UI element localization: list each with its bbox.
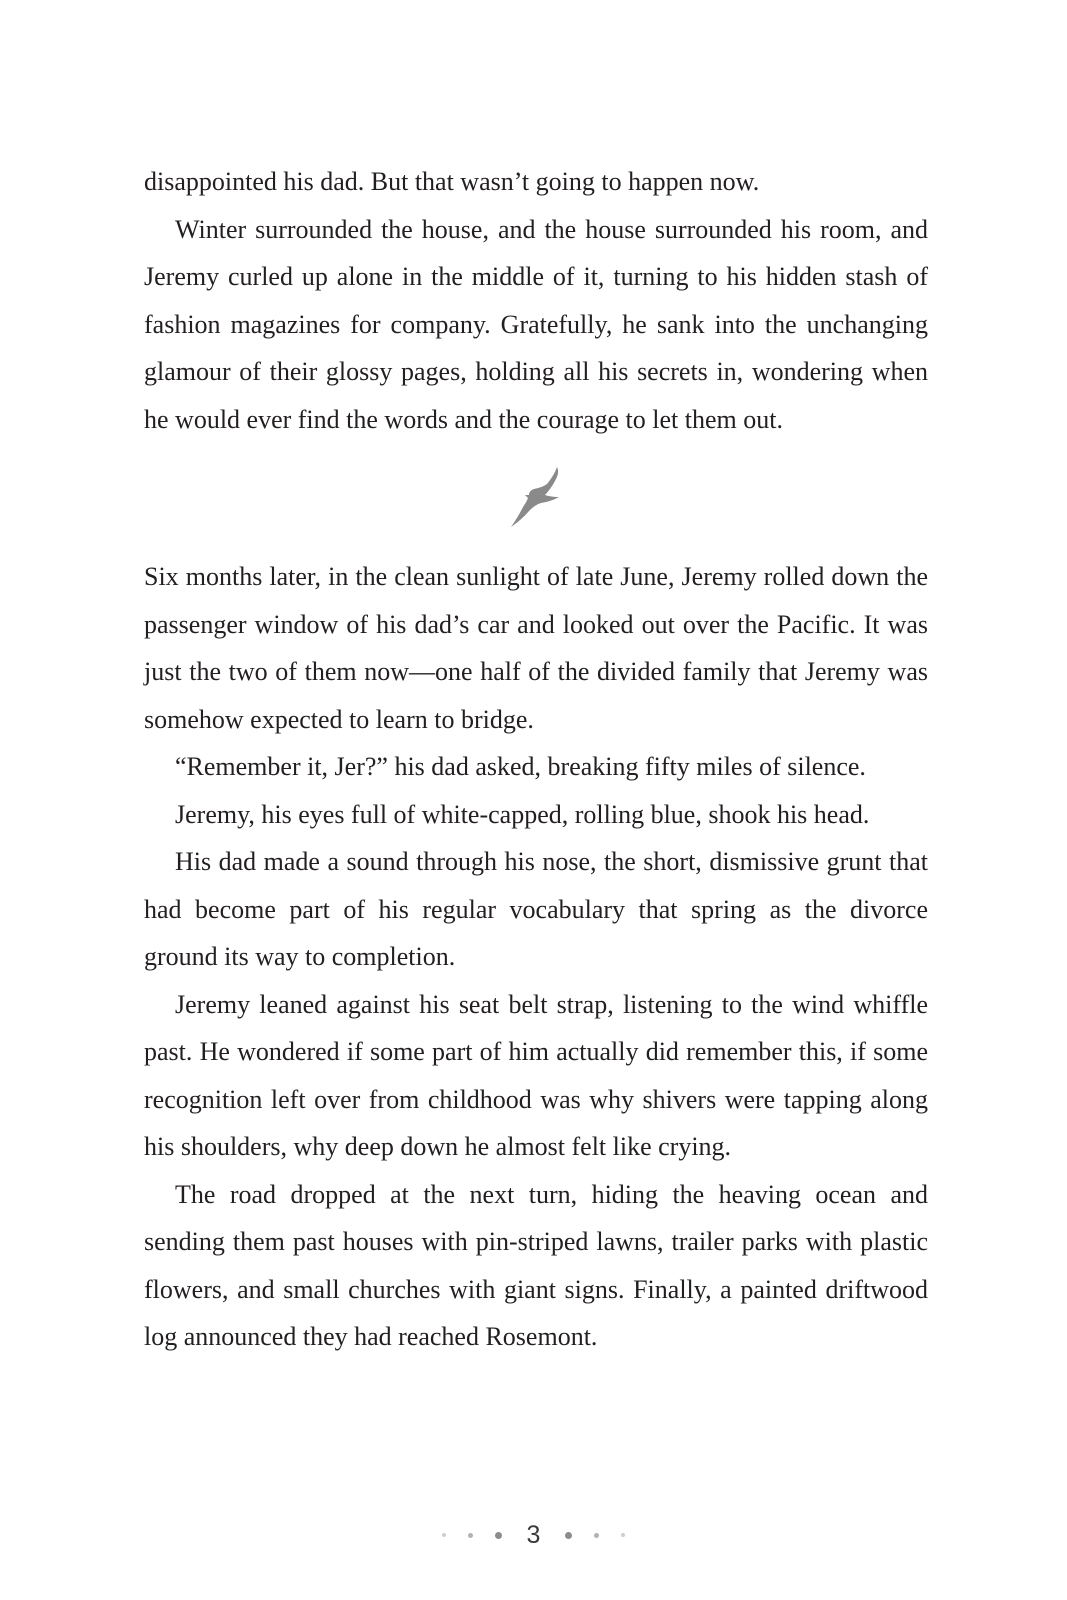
paragraph: The road dropped at the next turn, hiding the heaving ocean and sending them past houses with pin-striped lawns, trailer parks with plastic flowers, and small churches with giant signs. Finally, a painted driftwood log announced they had reached Rosemont. [144,1179,928,1351]
page-folio [0,1515,1067,1555]
paragraph: Jeremy, his eyes full of white-capped, rolling blue, shook his head. [175,799,870,829]
page-number: 3 [526,1520,541,1549]
paragraph: “Remember it, Jer?” his dad asked, breaking fifty miles of silence. [175,752,866,781]
folio-dot [442,1533,446,1537]
section-break [144,443,928,553]
folio-dot [565,1532,572,1539]
seagull-icon [505,465,565,531]
page-body [144,158,928,1361]
paragraph: Six months later, in the clean sunlight of late June, Jeremy rolled down the passenger window of his dad’s car and looked out over the Pacific. It was just the two of them now—one half of the divided family that Jeremy was somehow expected to learn to bridge. [144,562,928,734]
folio-dot [594,1533,599,1538]
paragraph: Jeremy leaned against his seat belt strap, listening to the wind whiffle past. He wondered if some part of him actually did remember this, if some recognition left over from childhood was why shivers were tapping along his shoulders, why deep down he almost felt like crying. [144,989,928,1161]
text-block-bottom [144,553,928,1361]
text-block-top [144,158,928,443]
folio-dot [621,1533,625,1537]
folio-dot [468,1533,473,1538]
folio-dot [495,1532,502,1539]
paragraph: Winter surrounded the house, and the house surrounded his room, and Jeremy curled up alone in the middle of it, turning to his hidden stash of fashion magazines for company. Gratefully, he sank into the unchanging glamour of their glossy pages, holding all his secrets in, wondering when he would ever find the words and the courage to let them out. [144,214,928,434]
paragraph: His dad made a sound through his nose, the short, dismissive grunt that had become part of his regular vocabulary that spring as the divorce ground its way to completion. [144,847,928,971]
paragraph: disappointed his dad. But that wasn’t going to happen now. [144,167,760,196]
